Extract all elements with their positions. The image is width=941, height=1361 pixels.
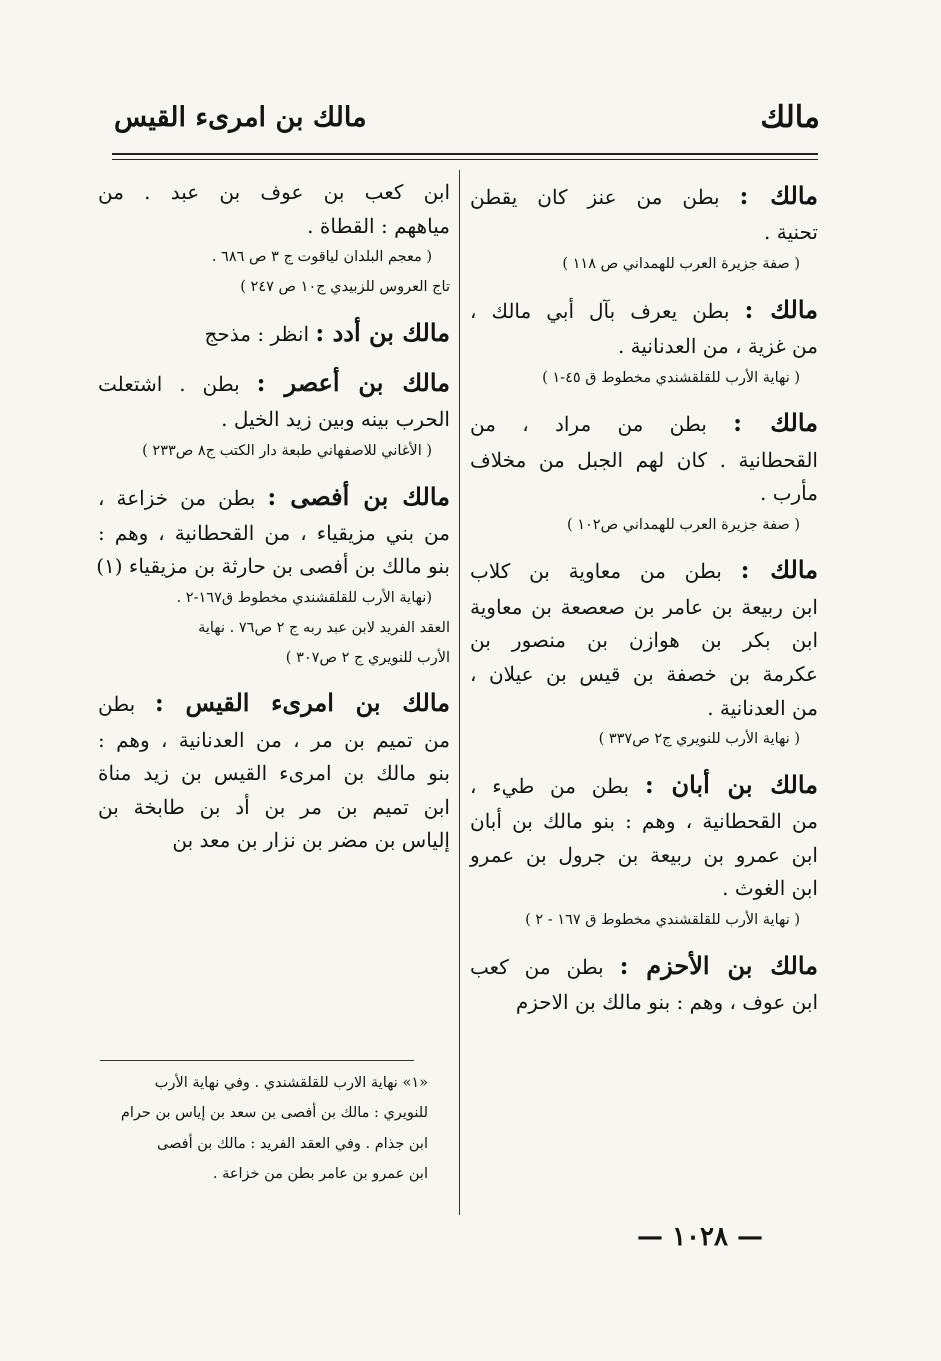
entry-line — [470, 477, 818, 511]
entry-line — [470, 658, 818, 692]
entry-line — [470, 403, 818, 443]
entry-text: بطن من معاوية بن كلاب — [470, 559, 722, 584]
entry-headword: مالك بن امرىء القيس : — [154, 688, 451, 718]
entry-text: من بني مزيقياء ، من القحطانية ، وهم : — [98, 520, 450, 545]
entry-line — [470, 692, 818, 726]
entry-text: إلياس بن مضر بن نزار بن معد بن — [172, 828, 450, 853]
entry — [98, 683, 450, 858]
entry — [470, 403, 818, 540]
entry-text: بطن من عنز كان يقطن — [470, 185, 720, 209]
header-left-title: مالك بن امرىء القيس — [114, 102, 367, 133]
entry — [98, 363, 450, 467]
page-header — [100, 100, 820, 148]
entry-text: بطن يعرف بآل أبي مالك ، — [470, 298, 730, 323]
entry-source: ( الأغاني للاصفهاني طبعة دار الكتب ج٨ ص٢٣٣ ) — [142, 442, 432, 459]
footnote-line: ابن جذام . وفي العقد الفريد : مالك بن أفصى — [156, 1135, 428, 1152]
entry-text: مياههم : القطاة . — [307, 213, 450, 238]
header-right-title: مالك — [760, 100, 820, 135]
entry-line — [98, 363, 450, 403]
entry-headword: مالك : — [733, 408, 819, 438]
entry-text: انظر : مذحج — [204, 321, 310, 346]
entry-line — [98, 683, 450, 723]
entry-line — [470, 176, 818, 216]
entry — [98, 477, 450, 674]
header-rule-thick — [112, 153, 818, 155]
entry-source: ( صفة جزيرة العرب للهمداني ص١٠٢ ) — [566, 516, 800, 533]
entry-text: مأرب . — [759, 481, 818, 506]
entry-text: ابن عمرو بن ربيعة بن جرول بن عمرو — [470, 842, 818, 867]
entry-text: بطن من طيء ، — [470, 773, 629, 798]
entry-line — [470, 444, 818, 478]
entry-line — [470, 946, 818, 986]
entry-line — [470, 216, 818, 250]
entry-text: ابن عوف ، وهم : بنو مالك بن الاحزم — [515, 990, 818, 1014]
entry-source: ( نهاية الأرب للقلقشندي مخطوط ق ٤٥-١ ) — [542, 369, 800, 386]
entry-text: ابن الغوث . — [722, 876, 818, 901]
entry-line — [98, 313, 450, 353]
entry-line — [98, 724, 450, 758]
entry-line — [470, 986, 818, 1020]
column-divider — [459, 170, 460, 1215]
entry-text: ابن ربيعة بن عامر بن صعصعة بن معاوية — [470, 594, 818, 619]
entry-text: القحطانية . كان لهم الجبل من مخلاف — [470, 447, 818, 472]
entry-text: من غزية ، من العدنانية . — [617, 333, 818, 358]
entry-text: ابن بكر بن هوازن بن منصور بن — [470, 628, 818, 653]
entry-line — [98, 757, 450, 791]
entry-headword: مالك بن أدد : — [315, 317, 450, 347]
entry-line — [470, 550, 818, 590]
entry-text: عكرمة بن خصفة بن قيس بن عيلان ، — [470, 661, 818, 686]
entry-source: ( صفة جزيرة العرب للهمداني ص ١١٨ ) — [562, 255, 800, 272]
entry-text: من تميم بن مر ، من العدنانية ، وهم : — [98, 727, 450, 752]
entry-headword: مالك بن أعصر : — [256, 367, 451, 397]
entry-line — [98, 791, 450, 825]
entry-line — [98, 477, 450, 517]
entry-headword: مالك بن أفصى : — [267, 481, 450, 511]
entry-headword: مالك : — [744, 294, 819, 324]
entry-text: بطن . اشتعلت — [98, 371, 240, 396]
entry-text: بنو مالك بن أفصى بن حارثة بن مزيقياء (١) — [96, 554, 450, 579]
entry-source: ( نهاية الأرب للنويري ج٢ ص٣٣٧ ) — [598, 731, 800, 748]
footnote — [98, 1068, 428, 1190]
entry-line — [470, 624, 818, 658]
entry-text: بطن من كعب — [470, 954, 604, 979]
footnote-line: ابن عمرو بن عامر بطن من خزاعة . — [212, 1166, 428, 1183]
entry-source: (نهاية الأرب للقلقشندي مخطوط ق١٦٧-٢ . — [176, 590, 432, 607]
entry-line — [98, 176, 450, 210]
footnote-rule — [100, 1060, 414, 1061]
entry-source: ( معجم البلدان لياقوت ج ٣ ص ٦٨٦ . — [211, 249, 432, 266]
entry-text: ابن كعب بن عوف بن عبد . من — [98, 180, 450, 204]
entry-source: العقد الفريد لابن عبد ربه ج ٢ ص٧٦ . نهاية — [198, 619, 450, 636]
entry-text: من العدنانية . — [707, 695, 818, 720]
entry-text: تحنية . — [764, 220, 818, 245]
entry — [470, 550, 818, 754]
right-column — [470, 176, 818, 1030]
entry — [470, 946, 818, 1020]
entry — [98, 176, 450, 303]
entry-line — [98, 403, 450, 437]
entry-headword: مالك : — [740, 555, 819, 585]
entry-headword: مالك بن أبان : — [644, 769, 819, 799]
entry-text: ابن تميم بن مر بن أد بن طابخة بن — [98, 794, 450, 819]
page-number: — ١٠٢٨ — — [637, 1222, 763, 1252]
entry — [470, 176, 818, 280]
entry-headword: مالك بن الأحزم : — [619, 950, 818, 980]
entry-text: بطن من خزاعة ، — [98, 485, 256, 510]
left-column — [98, 176, 450, 868]
entry-line — [470, 765, 818, 805]
entry — [98, 313, 450, 353]
entry-headword: مالك : — [739, 181, 819, 210]
entry-text: بنو مالك بن امرىء القيس بن زيد مناة — [98, 761, 450, 786]
entry — [470, 765, 818, 936]
entry — [470, 290, 818, 394]
entry-source: ( نهاية الأرب للقلقشندي مخطوط ق ١٦٧ - ٢ ) — [525, 911, 800, 928]
footnote-line: «١» نهاية الارب للقلقشندي . وفي نهاية الأرب — [154, 1075, 428, 1091]
entry-line — [470, 839, 818, 873]
entry-line — [98, 824, 450, 858]
entry-line — [470, 591, 818, 625]
entry-line — [470, 290, 818, 330]
entry-line — [98, 517, 450, 551]
entry-line — [98, 550, 450, 584]
footnote-line: للنويري : مالك بن أفصى بن سعد بن إياس بن حرام — [120, 1105, 428, 1122]
entry-text: الحرب بينه وبين زيد الخيل . — [221, 407, 450, 432]
entry-source: تاج العروس للزبيدي ج١٠ ص ٢٤٧ ) — [240, 278, 450, 295]
entry-line — [98, 210, 450, 244]
entry-line — [470, 805, 818, 839]
entry-source: الأرب للنويري ج ٢ ص٣٠٧ ) — [285, 649, 450, 666]
entry-line — [470, 330, 818, 364]
entry-text: بطن من مراد ، من — [470, 412, 707, 437]
entry-line — [470, 872, 818, 906]
header-rule-thin — [112, 159, 818, 160]
entry-text: بطن — [98, 692, 136, 717]
entry-text: من القحطانية ، وهم : بنو مالك بن أبان — [470, 809, 818, 834]
